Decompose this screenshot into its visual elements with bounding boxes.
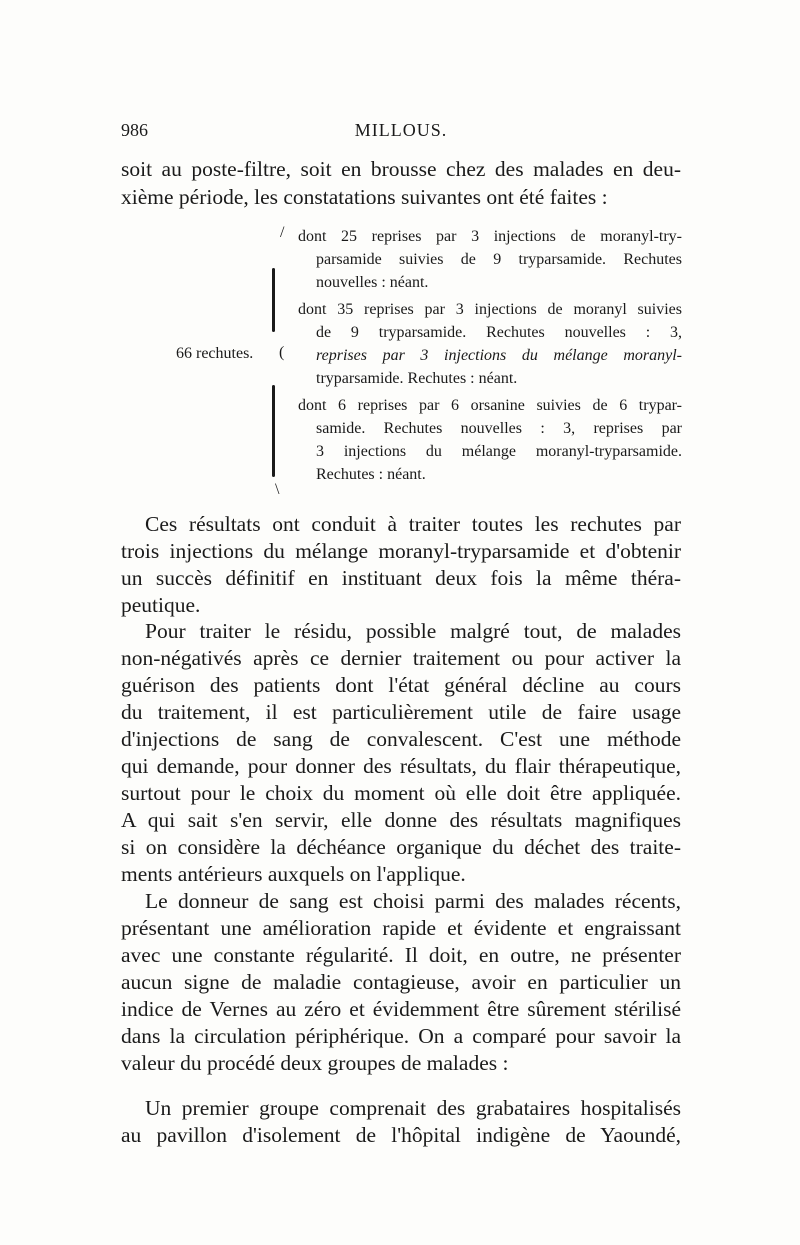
brace-top-tip: / [280,224,285,241]
text-line: peutique. [121,593,201,617]
summary-line: dont 25 reprises par 3 injections de moranyl-try- [298,228,682,245]
text-line: aucun signe de maladie contagieuse, avoir en particulier un [121,970,681,994]
summary-line: parsamide suivies de 9 tryparsamide. Rechutes [316,251,682,268]
text-line: non-négativés après ce dernier traitement ou pour activer la [121,646,681,670]
text-line: Ces résultats ont conduit à traiter toutes les rechutes par [145,512,681,536]
brace-bottom-tip: \ [275,481,280,498]
text-line: Pour traiter le résidu, possible malgré tout, de malades [145,619,681,643]
brace-lower-bar [272,385,275,477]
text-line: avec une constante régularité. Il doit, en outre, ne présenter [121,943,681,967]
text-line: au pavillon d'isolement de l'hôpital indigène de Yaoundé, [121,1123,681,1147]
page-number: 986 [121,120,148,140]
summary-line: de 9 tryparsamide. Rechutes nouvelles : 3, [316,324,682,341]
text-line: surtout pour le choix du moment où elle doit être appliquée. [121,781,681,805]
text-line: A qui sait s'en servir, elle donne des résultats magnifiques [121,808,681,832]
text-line: indice de Vernes au zéro et évidemment être sûrement stérilisé [121,997,681,1021]
page-header [121,120,681,148]
running-head: MILLOUS. [354,120,448,140]
summary-line: 3 injections du mélange moranyl-tryparsamide. [316,443,682,460]
text-line: d'injections de sang de convalescent. C'est une méthode [121,727,681,751]
summary-line: reprises par 3 injections du mélange moranyl- [316,347,682,364]
text-line: du traitement, il est particulièrement utile de faire usage [121,700,681,724]
text-line: présentant une amélioration rapide et évidente et engraissant [121,916,681,940]
summary-line: Rechutes : néant. [316,466,426,483]
text-line: guérison des patients dont l'état général décline au cours [121,673,681,697]
summary-line: samide. Rechutes nouvelles : 3, reprises par [316,420,682,437]
rechutes-count-label: 66 rechutes. [176,345,254,362]
text-line: Un premier groupe comprenait des grabataires hospitalisés [145,1096,681,1120]
text-line: valeur du procédé deux groupes de malades : [121,1051,509,1075]
summary-line: nouvelles : néant. [316,274,429,291]
text-line: dans la circulation périphérique. On a comparé pour savoir la [121,1024,681,1048]
summary-line: tryparsamide. Rechutes : néant. [316,370,518,387]
text-line: un succès définitif en instituant deux fois la même théra- [121,566,681,590]
text-line: ments antérieurs auxquels on l'applique. [121,862,466,886]
text-line: Le donneur de sang est choisi parmi des malades récents, [145,889,681,913]
brace-middle-tip: ( [279,344,285,361]
brace-upper-bar [272,268,275,332]
text-line: qui demande, pour donner des résultats, du flair thérapeutique, [121,754,681,778]
summary-line: dont 6 reprises par 6 orsanine suivies de 6 trypar- [298,397,682,414]
text-line: xième période, les constatations suivantes ont été faites : [121,185,608,209]
summary-line: dont 35 reprises par 3 injections de moranyl suivies [298,301,682,318]
text-line: soit au poste-filtre, soit en brousse chez des malades en deu- [121,157,681,181]
text-line: trois injections du mélange moranyl-tryparsamide et d'obtenir [121,539,681,563]
text-line: si on considère la déchéance organique du déchet des traite- [121,835,681,859]
